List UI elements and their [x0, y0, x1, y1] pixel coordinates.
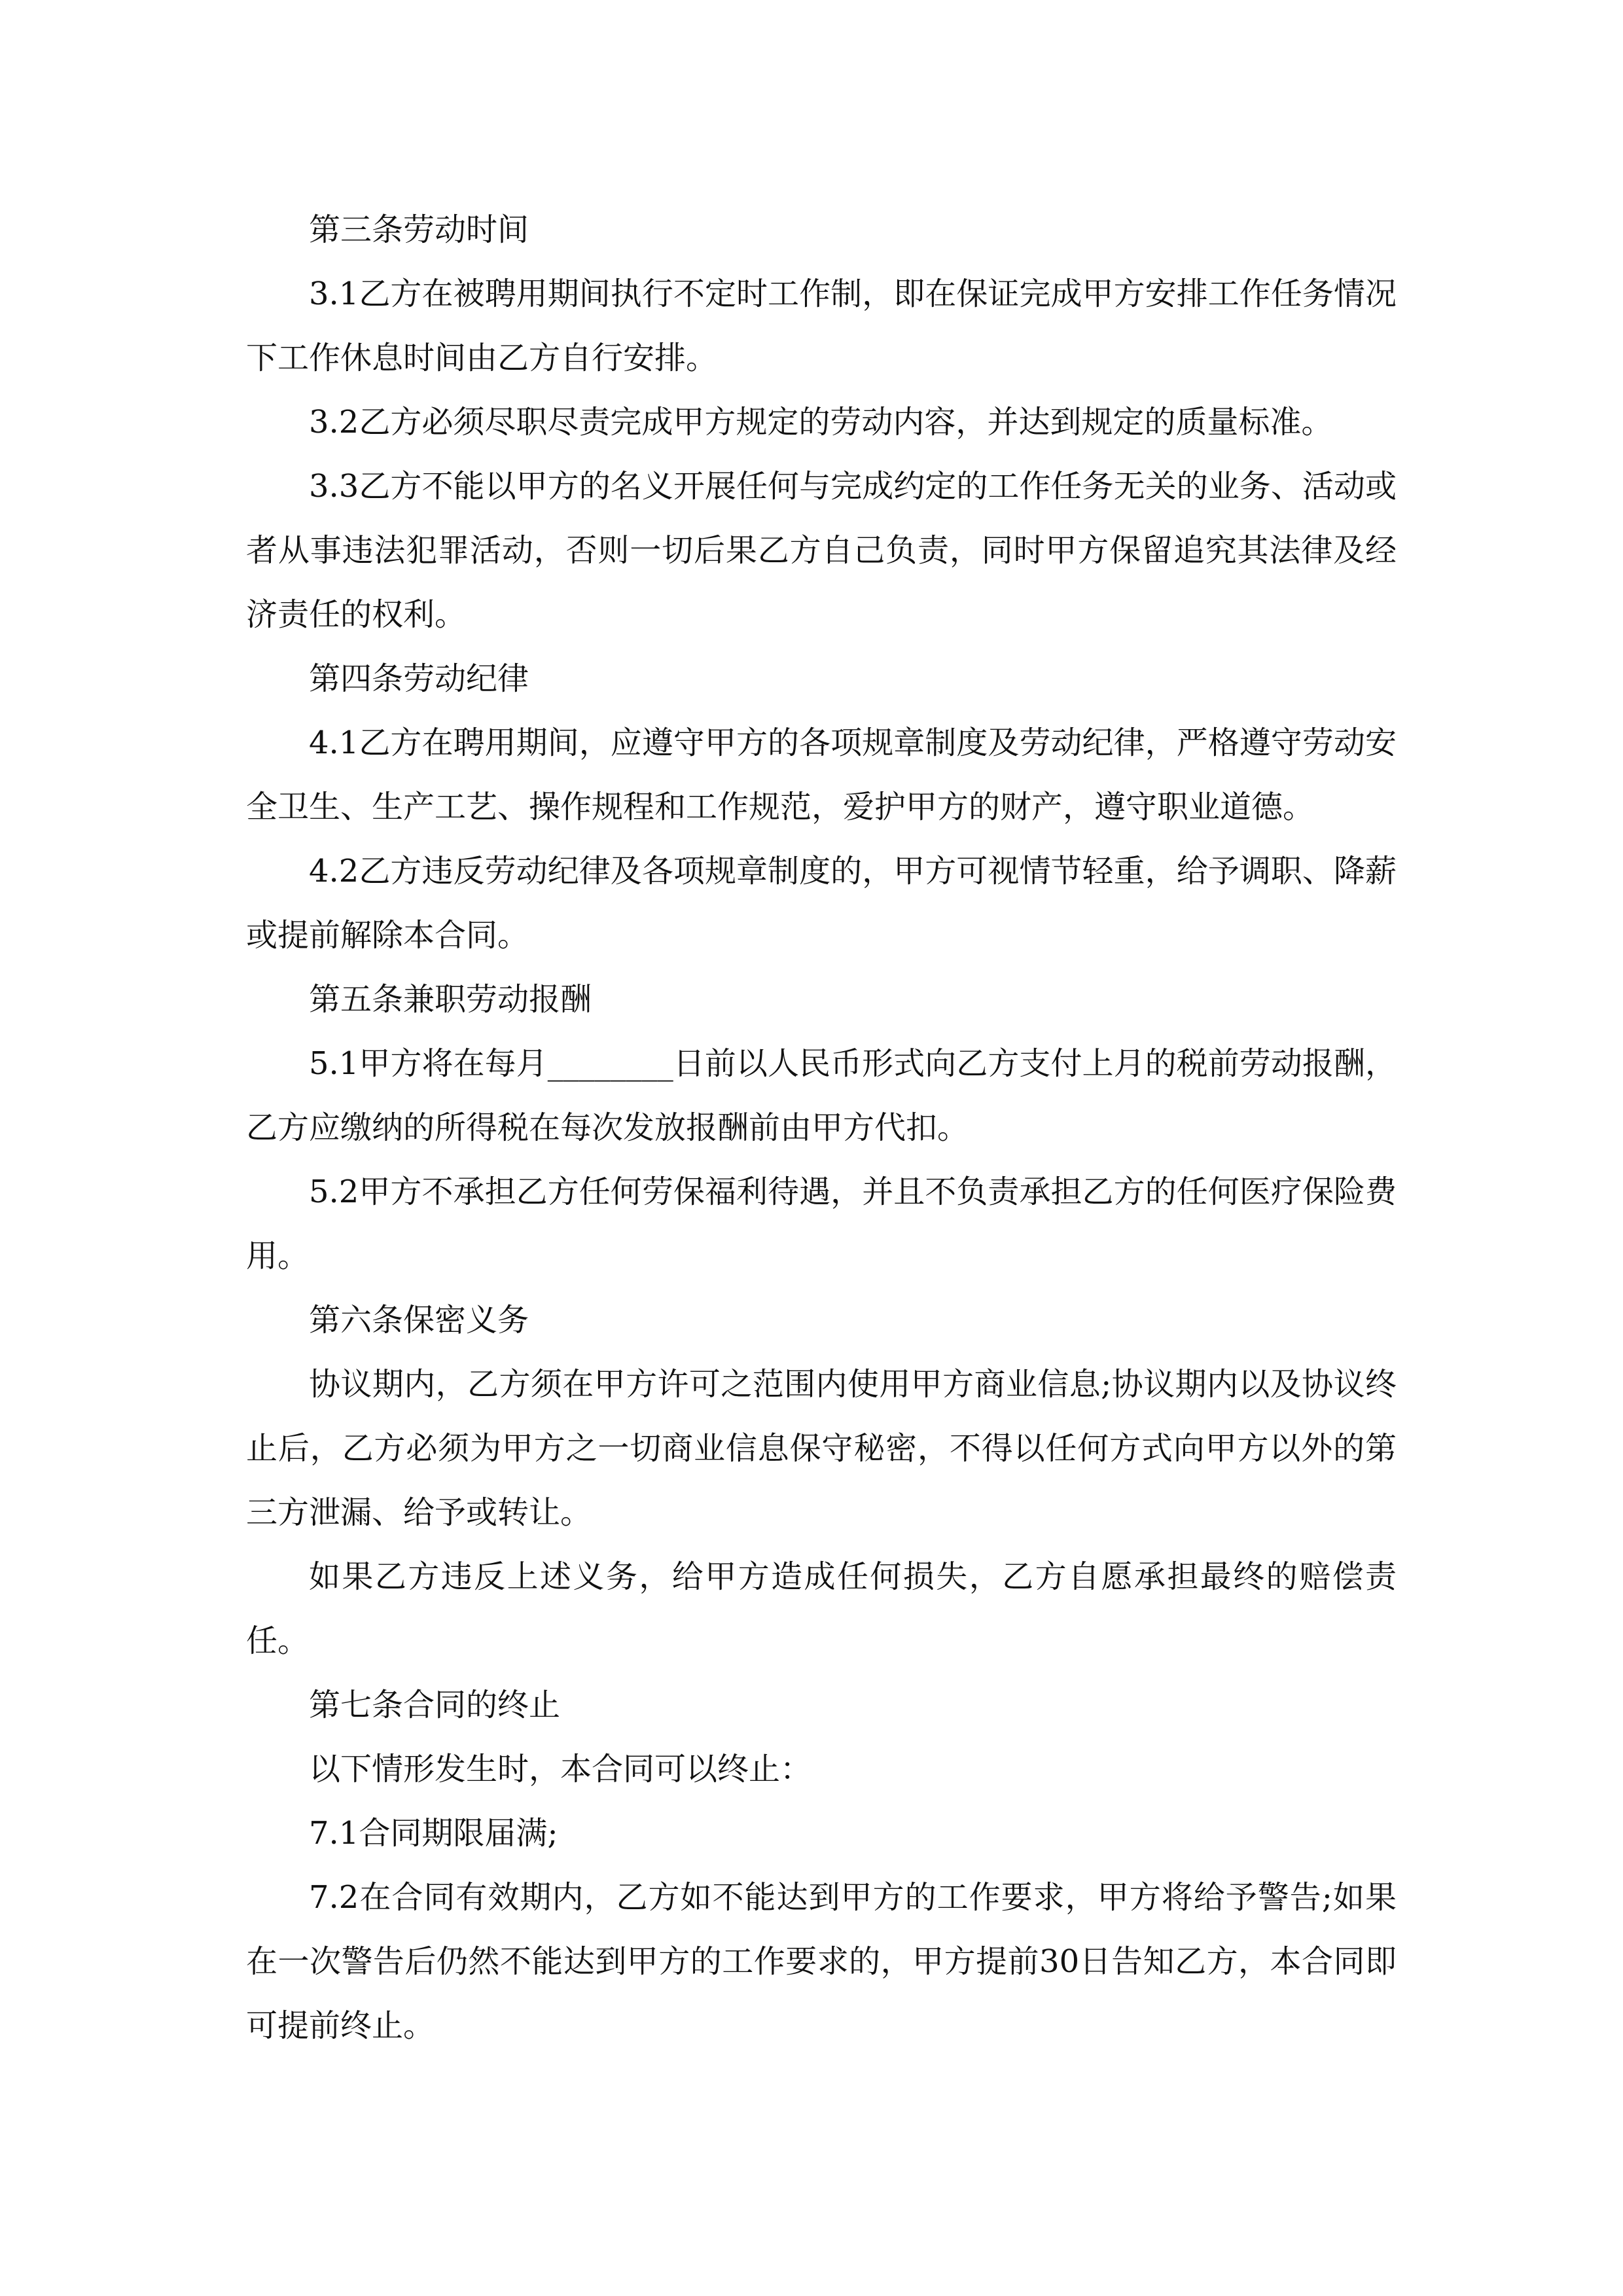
confidentiality-paragraph-1: 协议期内，乙方须在甲方许可之范围内使用甲方商业信息;协议期内以及协议终止后，乙方必须为甲方之一切商业信息保守秘密，不得以任何方式向甲方以外的第三方泄漏、给予或转让。 [246, 1366, 1397, 1531]
clause-3-3: 3.3乙方不能以甲方的名义开展任何与完成约定的工作任务无关的业务、活动或者从事违法犯罪活动，否则一切后果乙方自己负责，同时甲方保留追究其法律及经济责任的权利。 [246, 468, 1397, 633]
article-5-heading: 第五条兼职劳动报酬 [309, 981, 592, 1018]
article-7-heading: 第七条合同的终止 [309, 1687, 561, 1723]
clause-7-1: 7.1合同期限届满; [309, 1815, 558, 1852]
clause-5-2: 5.2甲方不承担乙方任何劳保福利待遇，并且不负责承担乙方的任何医疗保险费用。 [246, 1174, 1397, 1274]
clause-3-2: 3.2乙方必须尽职尽责完成甲方规定的劳动内容，并达到规定的质量标准。 [309, 404, 1333, 440]
document-body [246, 198, 1397, 2058]
termination-intro: 以下情形发生时，本合同可以终止： [309, 1751, 812, 1787]
clause-4-2: 4.2乙方违反劳动纪律及各项规章制度的，甲方可视情节轻重，给予调职、降薪或提前解除本合同。 [246, 853, 1397, 954]
clause-7-2: 7.2在合同有效期内，乙方如不能达到甲方的工作要求，甲方将给予警告;如果在一次警告后仍然不能达到甲方的工作要求的，甲方提前30日告知乙方，本合同即可提前终止。 [246, 1879, 1397, 2044]
article-6-heading: 第六条保密义务 [309, 1302, 529, 1338]
article-4-heading: 第四条劳动纪律 [309, 660, 529, 697]
clause-3-1: 3.1乙方在被聘用期间执行不定时工作制，即在保证完成甲方安排工作任务情况下工作休息时间由乙方自行安排。 [246, 276, 1397, 376]
clause-5-1: 5.1甲方将在每月________日前以人民币形式向乙方支付上月的税前劳动报酬，乙方应缴纳的所得税在每次发放报酬前由甲方代扣。 [246, 1045, 1397, 1146]
clause-4-1: 4.1乙方在聘用期间，应遵守甲方的各项规章制度及劳动纪律，严格遵守劳动安全卫生、生产工艺、操作规程和工作规范，爱护甲方的财产，遵守职业道德。 [246, 725, 1397, 825]
article-3-heading: 第三条劳动时间 [309, 211, 529, 248]
confidentiality-paragraph-2: 如果乙方违反上述义务，给甲方造成任何损失，乙方自愿承担最终的赔偿责任。 [246, 1558, 1397, 1659]
